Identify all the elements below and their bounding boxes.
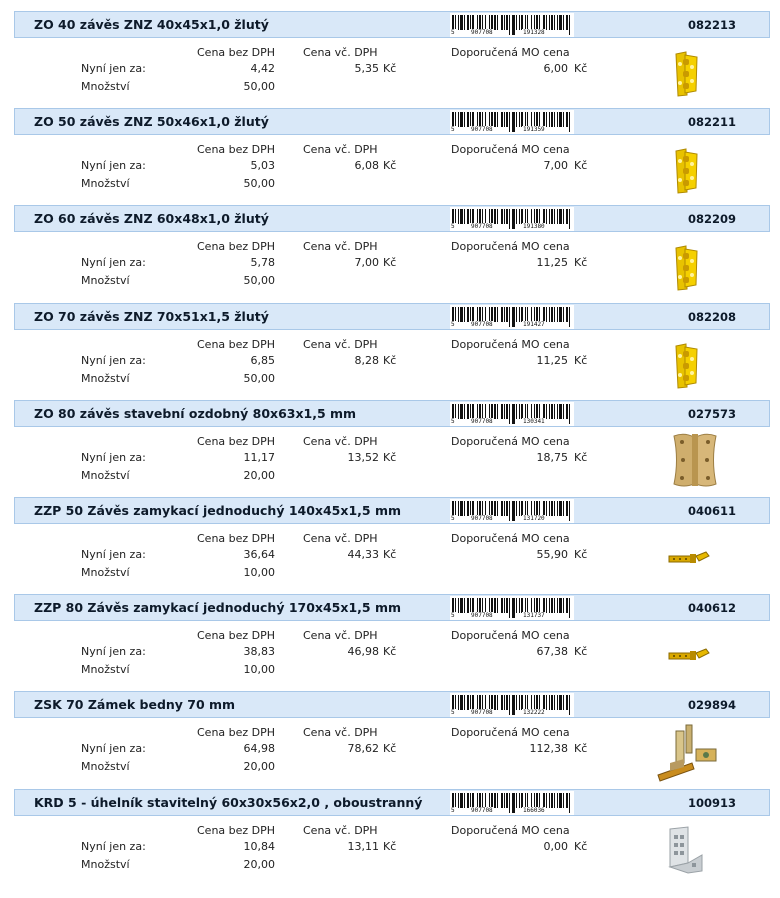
recommended-price-header: Doporučená MO cena bbox=[451, 337, 570, 351]
product-title[interactable]: ZSK 70 Zámek bedny 70 mm bbox=[34, 697, 236, 713]
quantity-value: 10,00 bbox=[243, 566, 275, 579]
barcode-digits-left: 907708 bbox=[471, 612, 493, 620]
price-incl-value: 78,62 bbox=[347, 742, 379, 756]
now-only-label: Nyní jen za: bbox=[81, 159, 146, 173]
product-image[interactable] bbox=[670, 51, 700, 101]
product-title[interactable]: ZO 80 závěs stavební ozdobný 80x63x1,5 mm bbox=[34, 405, 357, 421]
recommended-price-value: 0,00 bbox=[543, 839, 568, 853]
price-excl-header: Cena bez DPH bbox=[197, 434, 276, 448]
product-header bbox=[14, 108, 770, 135]
barcode-digit-prefix: 5 bbox=[451, 126, 455, 134]
barcode bbox=[450, 791, 574, 815]
price-incl-header: Cena vč. DPH bbox=[303, 726, 378, 740]
barcode-digit-prefix: 5 bbox=[451, 320, 455, 328]
product-item bbox=[14, 11, 770, 108]
barcode-digits-right: 132222 bbox=[523, 709, 545, 717]
quantity-value: 10,00 bbox=[243, 663, 275, 677]
product-header bbox=[14, 789, 770, 816]
price-incl-value: 7,00 bbox=[354, 256, 379, 270]
quantity-value: 20,00 bbox=[243, 468, 275, 482]
product-header bbox=[14, 11, 770, 38]
barcode-digits-left: 907708 bbox=[471, 806, 493, 814]
recommended-price-value: 6,00 bbox=[543, 62, 568, 75]
price-incl-header: Cena vč. DPH bbox=[303, 337, 378, 351]
barcode bbox=[450, 693, 574, 717]
barcode bbox=[450, 207, 574, 231]
now-only-label: Nyní jen za: bbox=[81, 353, 146, 367]
product-item bbox=[14, 691, 770, 788]
currency-label: Kč bbox=[383, 256, 397, 270]
price-incl-header: Cena vč. DPH bbox=[303, 143, 378, 157]
price-incl-value: 13,52 bbox=[347, 450, 379, 464]
product-code: 027573 bbox=[687, 406, 736, 421]
currency-label: Kč bbox=[383, 548, 397, 561]
barcode-digits-right: 166036 bbox=[523, 806, 545, 814]
product-code: 082208 bbox=[687, 309, 736, 324]
quantity-value: 20,00 bbox=[243, 857, 275, 871]
recommended-price-value: 11,25 bbox=[536, 256, 568, 270]
currency-label: Kč bbox=[574, 159, 588, 173]
barcode-digits-right: 130341 bbox=[523, 417, 545, 425]
recommended-price-value: 112,38 bbox=[529, 742, 568, 756]
quantity-label: Množství bbox=[81, 857, 130, 871]
currency-label: Kč bbox=[383, 62, 397, 75]
price-incl-header: Cena vč. DPH bbox=[303, 434, 378, 448]
barcode bbox=[450, 13, 574, 37]
price-excl-value: 10,84 bbox=[243, 839, 275, 853]
now-only-label: Nyní jen za: bbox=[81, 450, 146, 464]
barcode-digits-left: 907708 bbox=[471, 320, 493, 328]
currency-label: Kč bbox=[383, 353, 397, 367]
product-item bbox=[14, 205, 770, 302]
product-code: 029894 bbox=[687, 698, 736, 713]
barcode-digits-right: 131720 bbox=[523, 515, 545, 522]
recommended-price-header: Doporučená MO cena bbox=[451, 823, 570, 837]
quantity-label: Množství bbox=[81, 760, 130, 774]
recommended-price-header: Doporučená MO cena bbox=[451, 434, 570, 448]
product-header bbox=[14, 205, 770, 232]
quantity-value: 20,00 bbox=[243, 760, 275, 774]
price-incl-value: 5,35 bbox=[354, 62, 379, 75]
currency-label: Kč bbox=[574, 548, 588, 561]
quantity-value: 50,00 bbox=[243, 80, 275, 93]
product-title[interactable]: ZO 40 závěs ZNZ 40x45x1,0 žlutý bbox=[34, 17, 269, 32]
barcode-digits-left: 907708 bbox=[471, 29, 493, 36]
currency-label: Kč bbox=[383, 645, 397, 659]
price-excl-header: Cena bez DPH bbox=[197, 143, 276, 157]
barcode bbox=[450, 499, 574, 523]
quantity-label: Množství bbox=[81, 177, 130, 191]
barcode-digits-right: 191328 bbox=[523, 29, 545, 36]
currency-label: Kč bbox=[574, 62, 588, 75]
product-image[interactable] bbox=[670, 148, 700, 198]
now-only-label: Nyní jen za: bbox=[81, 742, 146, 756]
quantity-label: Množství bbox=[81, 371, 130, 385]
recommended-price-header: Doporučená MO cena bbox=[451, 143, 570, 157]
price-incl-value: 8,28 bbox=[354, 353, 379, 367]
currency-label: Kč bbox=[383, 742, 397, 756]
barcode bbox=[450, 110, 574, 134]
price-incl-header: Cena vč. DPH bbox=[303, 823, 378, 837]
barcode-digits-left: 907708 bbox=[471, 417, 493, 425]
price-incl-header: Cena vč. DPH bbox=[303, 46, 378, 59]
recommended-price-value: 11,25 bbox=[536, 353, 568, 367]
product-item bbox=[14, 303, 770, 400]
now-only-label: Nyní jen za: bbox=[81, 645, 146, 659]
product-item bbox=[14, 497, 770, 594]
now-only-label: Nyní jen za: bbox=[81, 256, 146, 270]
product-title[interactable]: ZZP 80 Závěs zamykací jednoduchý 170x45x1,5 mm bbox=[34, 600, 401, 616]
quantity-value: 50,00 bbox=[243, 177, 275, 191]
barcode bbox=[450, 596, 574, 620]
price-excl-header: Cena bez DPH bbox=[197, 337, 276, 351]
product-item bbox=[14, 108, 770, 205]
price-excl-header: Cena bez DPH bbox=[197, 726, 276, 740]
product-code: 082209 bbox=[687, 212, 736, 227]
product-code: 100913 bbox=[687, 795, 736, 810]
recommended-price-header: Doporučená MO cena bbox=[451, 240, 570, 254]
product-title[interactable]: ZO 60 závěs ZNZ 60x48x1,0 žlutý bbox=[34, 211, 269, 227]
price-excl-header: Cena bez DPH bbox=[197, 46, 276, 59]
price-incl-header: Cena vč. DPH bbox=[303, 240, 378, 254]
price-excl-value: 5,03 bbox=[250, 159, 275, 173]
quantity-label: Množství bbox=[81, 274, 130, 288]
barcode bbox=[450, 402, 574, 426]
quantity-label: Množství bbox=[81, 663, 130, 677]
price-excl-value: 6,85 bbox=[250, 353, 275, 367]
recommended-price-header: Doporučená MO cena bbox=[451, 726, 570, 740]
currency-label: Kč bbox=[383, 159, 397, 173]
currency-label: Kč bbox=[383, 450, 397, 464]
product-image[interactable] bbox=[668, 645, 710, 669]
currency-label: Kč bbox=[574, 839, 588, 853]
price-incl-value: 46,98 bbox=[347, 645, 379, 659]
barcode-digits-left: 907708 bbox=[471, 709, 493, 717]
quantity-label: Množství bbox=[81, 566, 130, 579]
quantity-value: 50,00 bbox=[243, 371, 275, 385]
product-image[interactable] bbox=[656, 723, 728, 789]
barcode-digit-prefix: 5 bbox=[451, 806, 455, 814]
currency-label: Kč bbox=[574, 256, 588, 270]
product-image[interactable] bbox=[668, 548, 710, 572]
price-incl-value: 44,33 bbox=[347, 548, 379, 561]
barcode-digit-prefix: 5 bbox=[451, 29, 455, 36]
barcode-digits-right: 191427 bbox=[523, 320, 545, 328]
price-incl-value: 6,08 bbox=[354, 159, 379, 173]
product-item bbox=[14, 789, 770, 886]
now-only-label: Nyní jen za: bbox=[81, 839, 146, 853]
barcode-digits-left: 907708 bbox=[471, 126, 493, 134]
price-excl-value: 11,17 bbox=[243, 450, 275, 464]
barcode-digit-prefix: 5 bbox=[451, 417, 455, 425]
currency-label: Kč bbox=[383, 839, 397, 853]
product-image[interactable] bbox=[670, 245, 700, 295]
barcode-digits-right: 131737 bbox=[523, 612, 545, 620]
product-code: 040612 bbox=[687, 601, 736, 616]
price-incl-header: Cena vč. DPH bbox=[303, 629, 378, 643]
product-image[interactable] bbox=[670, 343, 700, 393]
product-item bbox=[14, 400, 770, 497]
recommended-price-value: 18,75 bbox=[536, 450, 568, 464]
now-only-label: Nyní jen za: bbox=[81, 62, 146, 75]
price-excl-value: 36,64 bbox=[243, 548, 275, 561]
currency-label: Kč bbox=[574, 450, 588, 464]
product-header bbox=[14, 594, 770, 621]
price-excl-header: Cena bez DPH bbox=[197, 532, 276, 545]
quantity-label: Množství bbox=[81, 80, 130, 93]
price-excl-value: 4,42 bbox=[250, 62, 275, 75]
product-code: 040611 bbox=[687, 504, 736, 518]
barcode-digits-left: 907708 bbox=[471, 223, 493, 231]
product-header bbox=[14, 303, 770, 330]
barcode-digits-right: 191380 bbox=[523, 223, 545, 231]
currency-label: Kč bbox=[574, 353, 588, 367]
recommended-price-value: 67,38 bbox=[536, 645, 568, 659]
price-incl-header: Cena vč. DPH bbox=[303, 532, 378, 545]
product-header bbox=[14, 497, 770, 524]
product-code: 082211 bbox=[687, 115, 736, 130]
now-only-label: Nyní jen za: bbox=[81, 548, 146, 561]
product-title[interactable]: ZZP 50 Závěs zamykací jednoduchý 140x45x1,5 mm bbox=[34, 503, 401, 518]
recommended-price-value: 7,00 bbox=[543, 159, 568, 173]
recommended-price-header: Doporučená MO cena bbox=[451, 532, 570, 545]
barcode-digit-prefix: 5 bbox=[451, 223, 455, 231]
currency-label: Kč bbox=[574, 645, 588, 659]
barcode bbox=[450, 305, 574, 329]
barcode-digits-left: 907708 bbox=[471, 515, 493, 522]
price-excl-value: 64,98 bbox=[243, 742, 275, 756]
price-excl-header: Cena bez DPH bbox=[197, 823, 276, 837]
product-header bbox=[14, 400, 770, 427]
price-excl-value: 38,83 bbox=[243, 645, 275, 659]
recommended-price-header: Doporučená MO cena bbox=[451, 46, 570, 59]
barcode-digit-prefix: 5 bbox=[451, 612, 455, 620]
barcode-digit-prefix: 5 bbox=[451, 709, 455, 717]
price-excl-header: Cena bez DPH bbox=[197, 240, 276, 254]
recommended-price-header: Doporučená MO cena bbox=[451, 629, 570, 643]
product-header bbox=[14, 691, 770, 718]
product-image[interactable] bbox=[664, 825, 706, 879]
currency-label: Kč bbox=[574, 742, 588, 756]
price-excl-header: Cena bez DPH bbox=[197, 629, 276, 643]
product-code: 082213 bbox=[687, 18, 736, 32]
product-image[interactable] bbox=[670, 432, 720, 492]
barcode-digits-right: 191359 bbox=[523, 126, 545, 134]
recommended-price-value: 55,90 bbox=[536, 548, 568, 561]
quantity-value: 50,00 bbox=[243, 274, 275, 288]
product-title[interactable]: KRD 5 - úhelník stavitelný 60x30x56x2,0 , oboustranný bbox=[34, 794, 423, 810]
product-title[interactable]: ZO 70 závěs ZNZ 70x51x1,5 žlutý bbox=[34, 308, 269, 324]
product-item bbox=[14, 594, 770, 691]
price-excl-value: 5,78 bbox=[250, 256, 275, 270]
product-title[interactable]: ZO 50 závěs ZNZ 50x46x1,0 žlutý bbox=[34, 114, 269, 130]
quantity-label: Množství bbox=[81, 468, 130, 482]
price-incl-value: 13,11 bbox=[347, 839, 379, 853]
barcode-digit-prefix: 5 bbox=[451, 515, 455, 522]
